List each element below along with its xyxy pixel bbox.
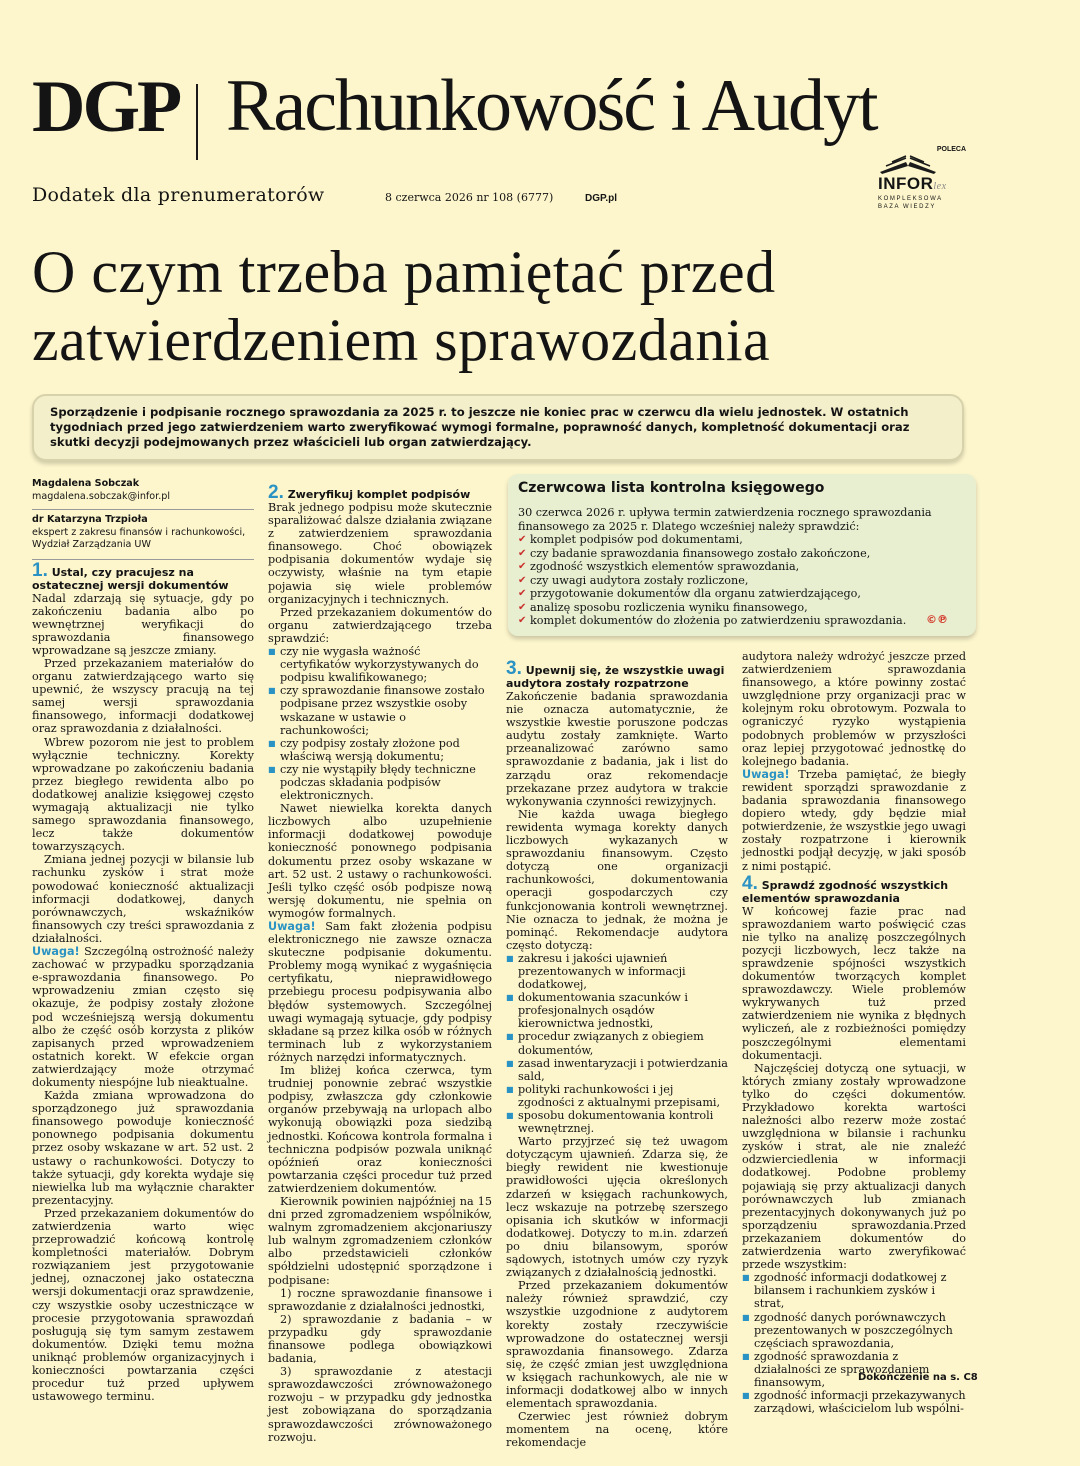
warning-label: Uwaga! (268, 920, 316, 933)
checklist-title: Czerwcowa lista kontrolna księgowego (518, 480, 825, 496)
list-item: ■ czy nie wygasła ważność certyfikatów wykorzystywanych do podpisu kwalifikowanego; (268, 645, 492, 684)
lead-paragraph: Sporządzenie i podpisanie rocznego sprawozdania za 2025 r. to jeszcze nie koniec prac w czerwcu dla wielu jednostek. W ostatnich tygodniach przed jego zatwierdzeniem warto zweryfikować wymogi formalne, poprawność danych, kompletność dokumentacji oraz skutki decyzji podejmowanych przez właścicieli lub organ zatwierdzający. (32, 394, 964, 461)
checklist-item: ✔ przygotowanie dokumentów dla organu zatwierdzającego, (518, 587, 966, 601)
section-4-title: Sprawdź zgodność wszystkich elementów sprawozdania (742, 878, 949, 905)
author-1-email[interactable]: magdalena.sobczak@infor.pl (32, 490, 171, 502)
infor-wordmark: INFOR (878, 174, 934, 193)
checklist-items (518, 533, 966, 628)
section-4-number: 4. (742, 872, 758, 894)
section-3-number: 3. (506, 658, 522, 679)
col1-paragraph: Zmiana jednej pozycji w bilansie lub rachunku zysków i strat może powodować konieczność aktualizacji informacji dodatkowej, danych porównawczych, wskaźników finansowych czy treści sprawozdania z działalności. (32, 853, 254, 945)
list-item: ■ czy nie wystąpiły błędy techniczne podczas składania podpisów elektronicznych. (268, 763, 492, 802)
col2-paragraph: 1) roczne sprawozdanie finansowe i sprawozdanie z działalności jednostki, (268, 1286, 492, 1313)
section-1-number: 1. (32, 559, 48, 581)
list-item: ■ zgodność danych porównawczych prezentowanych w poszczególnych częściach sprawozdania, (742, 1311, 966, 1350)
section-3-heading (506, 658, 728, 690)
section-1-heading (32, 559, 254, 592)
col1-paragraph: Każda zmiana wprowadzona do sporządzonego już sprawozdania finansowego powoduje konieczność ponownego podpisania dokumentu przez osoby wskazane w art. 52 ust. 2 ustawy o rachunkowości. Dotyczy to także sytuacji, gdy korekta wydaje się niewielka lub ma wyłącznie charakter prezentacyjny. (32, 1089, 254, 1207)
col4-paragraph: W końcowej fazie prac nad sprawozdaniem warto poświęcić czas nie tylko na analizę poszczególnych pozycji liczbowych, lecz także na sprawdzenie spójności wszystkich dokumentów tworzących komplet sprawozdawczy. Wiele problemów wykrywanych tuż przed zatwierdzeniem nie wynika z błędnych wyliczeń, ale z rozbieżności pomiędzy poszczególnymi elementami dokumentacji. (742, 904, 966, 1062)
section-3-title: Upewnij się, że wszystkie uwagi audytora zostały rozpatrzone (506, 664, 725, 690)
author-divider (32, 509, 254, 510)
col2-paragraph: Przed przekazaniem dokumentów do organu zatwierdzającego trzeba sprawdzić: (268, 605, 492, 645)
section-4-heading (742, 872, 966, 905)
copyright-mark: ©℗ (926, 613, 948, 626)
list-item: ■ czy sprawozdanie finansowe zostało podpisane przez wszystkie osoby wskazane w ustawie o rachunkowości; (268, 684, 492, 736)
column-2 (268, 482, 492, 1444)
infor-lex-logo (872, 146, 982, 216)
list-item: ■ zgodność sprawozdania z działalności ze sprawozdaniem finansowym, (742, 1350, 966, 1389)
poleca-label: POLECA (936, 146, 966, 153)
masthead-divider (196, 84, 198, 160)
col4-warning-paragraph: Uwaga! Trzeba pamiętać, że biegły rewident sporządzi sprawozdanie z badania sprawozdania finansowego dopiero wtedy, gdy będzie miał potwierdzenie, że wszystkie jego uwagi zostały rozpatrzone i kierownik jednostki podjął decyzję, w jaki sposób z nimi postąpić. (742, 767, 967, 873)
checklist-item: ✔ analizę sposobu rozliczenia wyniku finansowego, (518, 601, 966, 615)
checklist-item: ✔ czy uwagi audytora zostały rozliczone, (518, 574, 966, 588)
author-block (32, 478, 254, 552)
continuation-note[interactable]: Dokończenie na s. C8 (858, 1372, 978, 1383)
author-1-name: Magdalena Sobczak (32, 478, 140, 489)
list-item: ■ zakresu i jakości ujawnień prezentowanych w informacji dodatkowej, (506, 952, 728, 991)
col2-paragraph: Kierownik powinien najpóźniej na 15 dni przed zgromadzeniem wspólników, walnym zgromadzeniem akcjonariuszy lub walnym zgromadzeniem członków albo przedstawicieli członków spółdzielni udostępnić sporządzone i podpisane: (268, 1194, 492, 1287)
col3-paragraph: Warto przyjrzeć się też uwagom dotyczącym ujawnień. Zdarza się, że biegły rewident nie kwestionuje prawidłowości ujęcia określonych zdarzeń w księgach rachunkowych, lecz wskazuje na potrzebę szerszego opisania ich skutków w informacji dodatkowej. Dotyczy to m.in. zdarzeń po dniu bilansowym, sporów sądowych, istotnych umów czy ryzyk związanych z działalnością jednostki. (506, 1135, 728, 1280)
col2-paragraph: 3) sprawozdanie z atestacji sprawozdawczości zrównoważonego rozwoju – w przypadku gdy jednostka jest zobowiązana do sporządzania sprawozdawczości zrównoważonego rozwoju. (268, 1365, 492, 1444)
section-2-heading (268, 482, 492, 503)
site-link[interactable]: DGP.pl (585, 193, 618, 204)
column-3 (506, 658, 728, 1450)
checklist-item: ✔ czy badanie sprawozdania finansowego zostało zakończone, (518, 547, 966, 561)
section-2-title: Zweryfikuj komplet podpisów (287, 488, 471, 501)
book-icon (878, 154, 938, 176)
brand-logo: DGP (32, 66, 180, 148)
col2-paragraph: Nawet niewielka korekta danych liczbowych albo uzupełnienie informacji dodatkowej powoduje konieczność ponownego podpisania dokumentu przez osoby wskazane w art. 52 ust. 2 ustawy o rachunkowości. Jeśli tylko część osób podpisze nową wersję dokumentu, nie spełnia on wymogów formalnych. (268, 802, 492, 920)
supplement-label: Dodatek dla prenumeratorów (32, 184, 325, 206)
section-divider (32, 559, 254, 560)
headline-line-1: O czym trzeba pamiętać przed (32, 239, 776, 305)
list-item: ■ zasad inwentaryzacji i potwierdzania sald, (506, 1057, 728, 1083)
list-item: ■ zgodność informacji przekazywanych zarządowi, właścicielom lub wspólni- (742, 1389, 966, 1415)
warning-label: Uwaga! (742, 767, 790, 781)
section-2-number: 2. (268, 482, 284, 503)
list-item: ■ dokumentowania szacunków i profesjonalnych osądów kierownictwa jednostki, (506, 991, 728, 1030)
consistency-checklist (742, 1271, 966, 1415)
col2-paragraph: Im bliżej końca czerwca, tym trudniej ponownie zebrać wszystkie podpisy, zwłaszcza gdy członkowie organów przebywają na urlopach albo wykonują obowiązki poza siedzibą jednostki. Końcowa kontrola formalna i techniczna podpisów pozwala uniknąć opóźnień oraz konieczności powtarzania części procedur tuż przed zatwierdzeniem dokumentów. (268, 1064, 492, 1195)
col1-paragraph: Przed przekazaniem dokumentów do zatwierdzenia warto więc przeprowadzić końcową kontrolę kompletności materiałów. Dobrym rozwiązaniem jest przygotowanie jednej, oznaczonej jako ostateczna wersji dokumentacji oraz sprawdzenie, czy wszystkie osoby uczestniczące w procesie przygotowania sprawozdań posługują się tym samym zestawem dokumentów. Dzięki temu można uniknąć problemów organizacyjnych i konieczności powtarzania części procedur tuż przed upływem ustawowego terminu. (32, 1206, 254, 1404)
col2-paragraph: Brak jednego podpisu może skutecznie sparaliżować dalsze działania związane z zatwierdzeniem sprawozdania finansowego. Choć obowiązek podpisania dokumentów wydaje się oczywisty, właśnie na tym etapie pojawia się wiele problemów organizacyjnych i technicznych. (268, 501, 492, 606)
list-item: ■ sposobu dokumentowania kontroli wewnętrznej. (506, 1109, 728, 1135)
list-item: ■ polityki rachunkowości i jej zgodności z aktualnymi przepisami, (506, 1083, 728, 1109)
headline-line-2: zatwierdzeniem sprawozdania (32, 307, 771, 373)
auditor-recommendations-list (506, 952, 728, 1135)
section-title: Rachunkowość i Audyt (226, 65, 877, 147)
col1-warning-paragraph: Uwaga! Szczególną ostrożność należy zachować w przypadku sporządzania e-sprawozdania finansowego. Po wprowadzeniu zmian często się okazuje, że podpisy zostały złożone pod wcześniejszą wersją dokumentu albo że część osób korzysta z plików zapisanych przed wprowadzeniem ostatnich korekt. W efekcie organ zatwierdzający może otrzymać dokumenty niespójne lub nieaktualne. (32, 945, 254, 1089)
author-2-affiliation: Wydział Zarządzania UW (32, 539, 151, 550)
checklist-item: ✔ zgodność wszystkich elementów sprawozdania, (518, 560, 966, 574)
col3-paragraph: Nie każda uwaga biegłego rewidenta wymaga korekty danych liczbowych wykazanych w sprawozdaniu finansowym. Często dotyczą one organizacji rachunkowości, dokumentowania operacji gospodarczych czy funkcjonowania kontroli wewnętrznej. Nie oznacza to jednak, że można je pominąć. Rekomendacje audytora często dotyczą: (506, 807, 728, 952)
col1-paragraph: Przed przekazaniem materiałów do organu zatwierdzającego warto się upewnić, że wszyscy pracują na tej samej wersji sprawozdania finansowego, informacji dodatkowej oraz sprawozdania z działalności. (32, 656, 254, 736)
infor-tagline-1: KOMPLEKSOWA (878, 196, 943, 202)
col1-paragraph: Nadal zdarzają się sytuacje, gdy po zakończeniu badania albo po wewnętrznej weryfikacji do sprawozdania finansowego wprowadzane są jeszcze zmiany. (32, 591, 254, 657)
author-2-role: ekspert z zakresu finansów i rachunkowości, (32, 526, 246, 538)
list-item: ■ zgodność informacji dodatkowej z bilansem i rachunkiem zysków i strat, (742, 1271, 966, 1310)
headline (32, 238, 1032, 374)
checklist-item: ✔ komplet dokumentów do złożenia po zatwierdzeniu sprawozdania. (518, 614, 966, 628)
col2-warning-paragraph: Uwaga! Sam fakt złożenia podpisu elektronicznego nie zawsze oznacza skuteczne podpisanie dokumentu. Problemy mogą wynikać z wygaśnięcia certyfikatu, nieprawidłowego przebiegu procesu podpisywania albo błędów systemowych. Szczególnej uwagi wymagają sytuacje, gdy podpisy składane są przez kilka osób w różnych terminach lub z wykorzystaniem różnych narzędzi informatycznych. (268, 920, 492, 1064)
col4-paragraph: Najczęściej dotyczą one sytuacji, w których zmiany zostały wprowadzone tylko do części dokumentów. Przykładowo korekta wartości należności albo rezerw może zostać uwzględniona w bilansie i rachunku zysków i strat, ale nie znaleźć odzwierciedlenia w informacji dodatkowej. Podobne problemy pojawiają się przy aktualizacji danych porównawczych lub zmianach prezentacyjnych dokonywanych już po sporządzeniu sprawozdania.Przed przekazaniem dokumentów do zatwierdzenia warto zweryfikować przede wszystkim: (742, 1061, 966, 1272)
checklist-intro: 30 czerwca 2026 r. upływa termin zatwierdzenia rocznego sprawozdania finansowego za 2025 r. Dlatego wcześniej należy sprawdzić: (518, 506, 932, 533)
checklist-box (508, 474, 976, 636)
col3-paragraph: Zakończenie badania sprawozdania nie oznacza automatycznie, że wszystkie kwestie poruszone podczas audytu zostały zamknięte. Warto przeanalizować zarówno samo sprawozdanie z badania, jak i list do zarządu oraz rekomendacje przekazane przez audytora w trakcie wykonywania czynności rewizyjnych. (506, 690, 728, 808)
col4-paragraph: audytora należy wdrożyć jeszcze przed zatwierdzeniem sprawozdania finansowego, a które powinny zostać uwzględnione przy organizacji prac w kolejnym roku obrotowym. Pozwala to ograniczyć ryzyko wystąpienia podobnych problemów w przyszłości oraz lepiej przygotować jednostkę do kolejnego badania. (742, 650, 966, 768)
list-item: ■ czy podpisy zostały złożone pod właściwą wersją dokumentu; (268, 737, 492, 763)
col3-paragraph: Czerwiec jest również dobrym momentem na ocenę, które rekomendacje (506, 1410, 728, 1450)
issue-dateline: 8 czerwca 2026 nr 108 (6777) (385, 191, 554, 204)
column-4 (742, 650, 966, 1415)
signature-checklist (268, 645, 492, 802)
section-1-title: Ustal, czy pracujesz na ostatecznej wersji dokumentów (32, 565, 229, 592)
checklist-item: ✔ komplet podpisów pod dokumentami, (518, 533, 966, 547)
col2-paragraph: 2) sprawozdanie z badania – w przypadku gdy sprawozdanie finansowe podlega obowiązkowi badania, (268, 1312, 492, 1366)
infor-tagline-2: BAZA WIEDZY (878, 204, 936, 210)
warning-label: Uwaga! (32, 945, 80, 959)
column-1 (32, 478, 254, 1403)
list-item: ■ procedur związanych z obiegiem dokumentów, (506, 1030, 728, 1056)
author-2-name: dr Katarzyna Trzpioła (32, 514, 148, 525)
lex-wordmark: lex (933, 181, 947, 192)
col1-paragraph: Wbrew pozorom nie jest to problem wyłącznie techniczny. Korekty wprowadzane po zakończeniu badania przez biegłego rewidenta albo po dodatkowej analizie księgowej często wymagają aktualizacji nie tylko samego sprawozdania finansowego, lecz także dokumentów towarzyszących. (32, 735, 254, 854)
col3-paragraph: Przed przekazaniem dokumentów należy również sprawdzić, czy wszystkie uzgodnione z audytorem korekty zostały rzeczywiście wprowadzone do ostatecznej wersji sprawozdania finansowego. Zdarza się, że część zmian jest uwzględniona w księgach rachunkowych, ale nie w informacji dodatkowej albo w innych elementach sprawozdania. (506, 1279, 728, 1411)
